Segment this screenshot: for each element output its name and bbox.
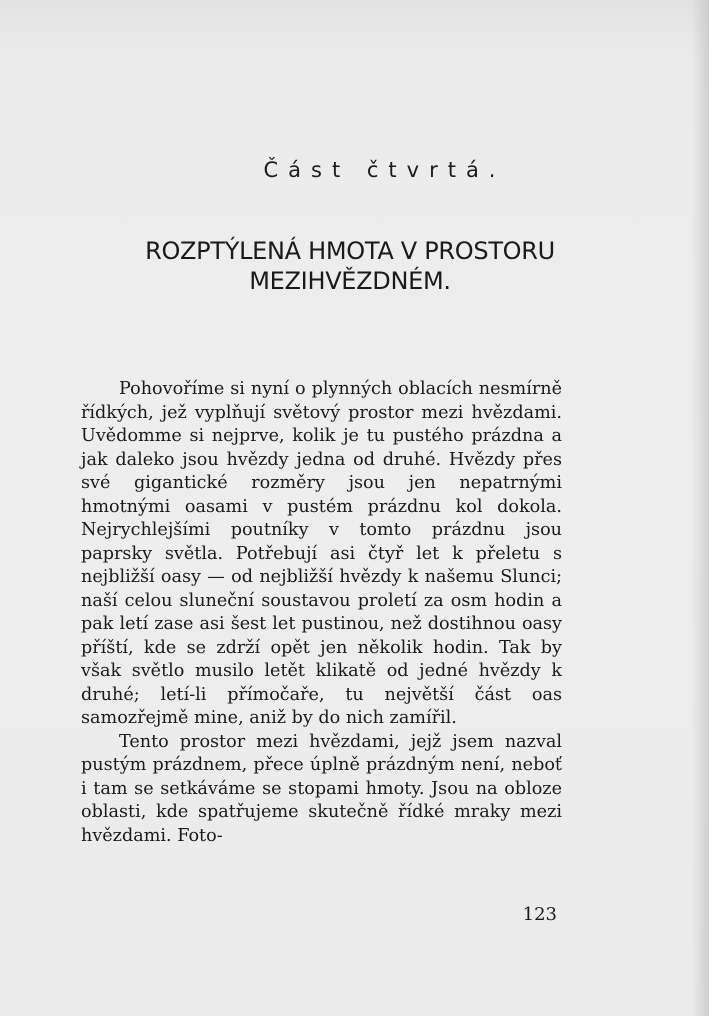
page-number: 123 xyxy=(522,904,557,925)
paragraph: Tento prostor mezi hvězdami, jejž jsem nazval pustým prázdnem, přece úplně prázdným není, neboť i tam se setkáváme se stopami hmoty. Jsou na obloze oblasti, kde spatřujeme skutečně řídké mraky mezi hvězdami. Foto- xyxy=(81,731,562,846)
paragraph: Pohovoříme si nyní o plynných oblacích nesmírně řídkých, jež vyplňují světový prostor mezi hvězdami. Uvědomme si nejprve, kolik je tu pustého prázdna a jak daleko jsou hvězdy jedna od druhé. Hvězdy přes své gigantické rozměry jsou jen nepatrnými hmotnými oasami v pustém prázdnu kol dokola. Nejrychlejšími poutníky v tomto prázdnu jsou paprsky světla. Potřebují asi čtyř let k přeletu s nejbližší oasy — od nejbližší hvězdy k našemu Slunci; naší celou sluneční soustavou proletí za osm hodin a pak letí zase asi šest let pustinou, než dostihnou oasy příští, kde se zdrží opět jen několik hodin. Tak by však světlo musilo letět klikatě od jedné hvězdy k druhé; letí-li přímočaře, tu největší část oas samozřejmě mine, aniž by do nich zamířil. xyxy=(81,379,562,728)
chapter-title: ROZPTÝLENÁ HMOTA V PROSTORU MEZIHVĚZDNÉM. xyxy=(145,237,555,295)
section-label: Část čtvrtá. xyxy=(263,158,506,182)
page-edge-shadow xyxy=(691,0,709,1016)
body-text xyxy=(81,378,562,848)
